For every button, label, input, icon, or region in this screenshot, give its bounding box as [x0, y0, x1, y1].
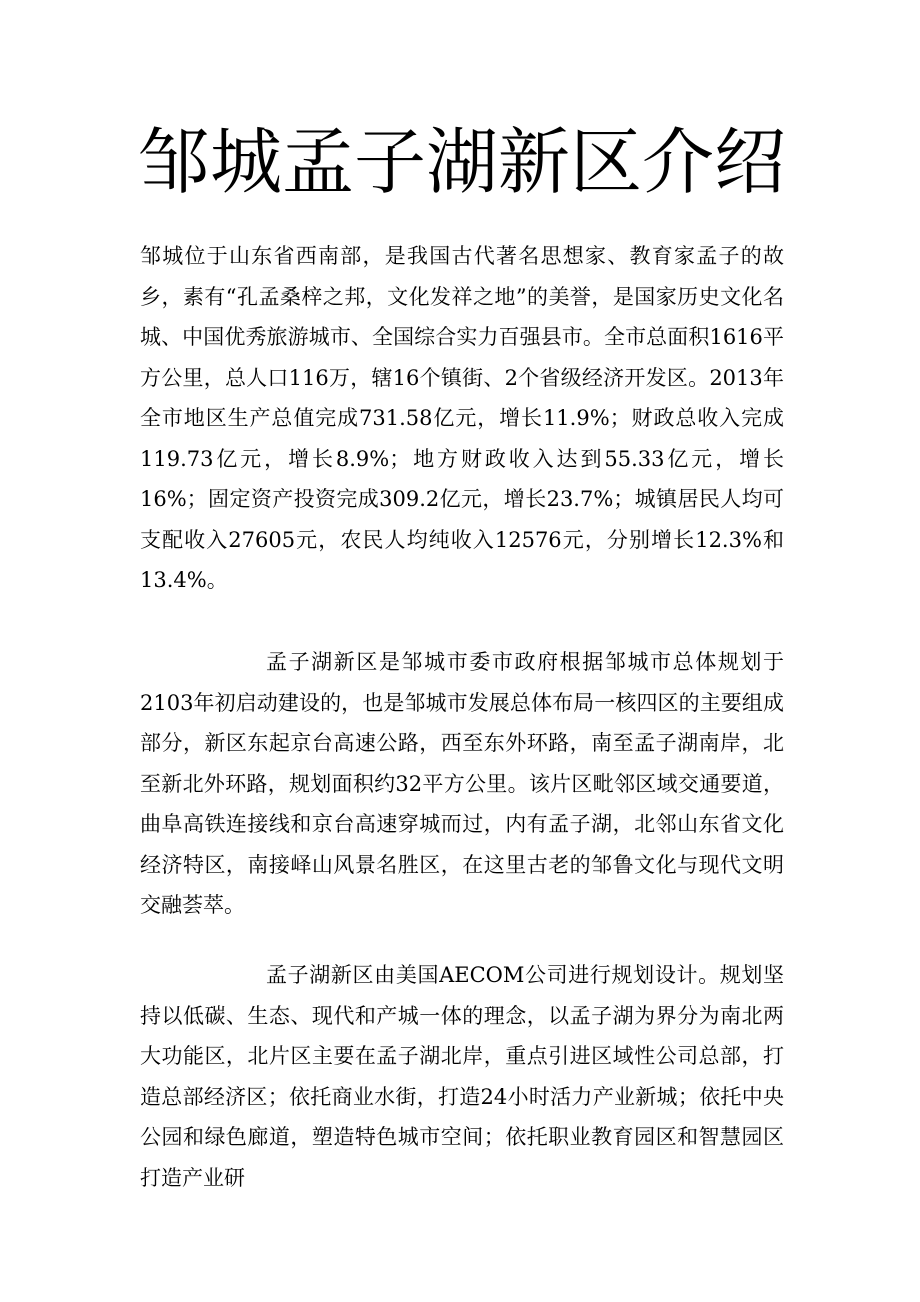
- paragraph-planning: 孟子湖新区由美国AECOM公司进行规划设计。规划坚持以低碳、生态、现代和产城一体的理念，以孟子湖为界分为南北两大功能区，北片区主要在孟子湖北岸，重点引进区域性公司总部，打造总部经济区；依托商业水街，打造24小时活力产业新城；依托中央公园和绿色廊道，塑造特色城市空间；依托职业教育园区和智慧园区打造产业研: [140, 963, 784, 1190]
- paragraph-intro: 邹城位于山东省西南部，是我国古代著名思想家、教育家孟子的故乡，素有“孔孟桑梓之邦，文化发祥之地”的美誉，是国家历史文化名城、中国优秀旅游城市、全国综合实力百强县市。全市总面积1616平方公里，总人口116万，辖16个镇街、2个省级经济开发区。2013年全市地区生产总值完成731.58亿元，增长11.9%；财政总收入完成119.73亿元，增长8.9%；地方财政收入达到55.33亿元，增长16%；固定资产投资完成309.2亿元，增长23.7%；城镇居民人均可支配收入27605元，农民人均纯收入12576元，分别增长12.3%和13.4%。: [140, 244, 784, 592]
- paragraph-new-district: 孟子湖新区是邹城市委市政府根据邹城市总体规划于2103年初启动建设的，也是邹城市发展总体布局一核四区的主要组成部分，新区东起京台高速公路，西至东外环路，南至孟子湖南岸，北至新北外环路，规划面积约32平方公里。该片区毗邻区域交通要道，曲阜高铁连接线和京台高速穿城而过，内有孟子湖，北邻山东省文化经济特区，南接峄山风景名胜区，在这里古老的邹鲁文化与现代文明交融荟萃。: [140, 650, 784, 917]
- document-title: 邹城孟子湖新区介绍: [138, 120, 787, 204]
